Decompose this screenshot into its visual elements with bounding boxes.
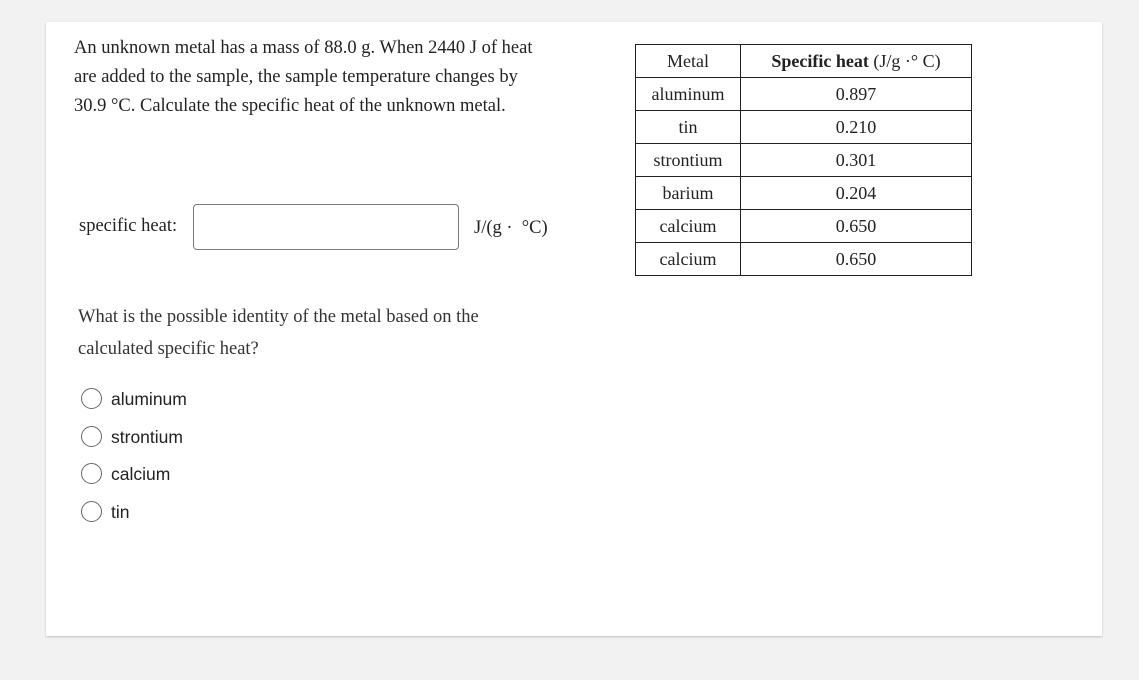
- option-label[interactable]: tin: [111, 501, 130, 522]
- question-text: An unknown metal has a mass of 88.0 g. When 2440 J of heat are added to the sample, the sample temperature changes by 30.9 °C. Calculate the specific heat of the unknown metal.: [74, 38, 533, 116]
- identity-question: What is the possible identity of the metal based on the calculated specific heat?: [78, 307, 479, 359]
- answer-row: [79, 204, 579, 252]
- metal-cell: calcium: [636, 210, 741, 243]
- metal-cell: calcium: [636, 243, 741, 276]
- specific-heat-unit: J/(g · °C): [474, 218, 548, 238]
- value-cell: 0.897: [741, 78, 972, 111]
- radio-button[interactable]: [81, 501, 102, 522]
- specific-heat-input[interactable]: [193, 204, 459, 250]
- radio-button[interactable]: [81, 388, 102, 409]
- metal-cell: strontium: [636, 144, 741, 177]
- value-cell: 0.650: [741, 243, 972, 276]
- option-label[interactable]: strontium: [111, 426, 183, 447]
- specific-heat-label: specific heat:: [79, 216, 178, 236]
- option-label[interactable]: calcium: [111, 464, 171, 484]
- table-row: [636, 177, 972, 210]
- table-row: [636, 144, 972, 177]
- value-cell: 0.301: [741, 144, 972, 177]
- value-cell: 0.204: [741, 177, 972, 210]
- option-label[interactable]: aluminum: [111, 389, 187, 409]
- table-row: [636, 243, 972, 276]
- table-header-metal: Metal: [636, 45, 741, 78]
- metal-cell: barium: [636, 177, 741, 210]
- table-row: [636, 78, 972, 111]
- table-header-specific-heat-label: Specific heat: [771, 50, 869, 71]
- table-header-specific-heat: [741, 45, 972, 78]
- value-cell: 0.650: [741, 210, 972, 243]
- metal-cell: tin: [636, 111, 741, 144]
- table-row: [636, 111, 972, 144]
- radio-button[interactable]: [81, 463, 102, 484]
- radio-button[interactable]: [81, 426, 102, 447]
- table-row: [636, 210, 972, 243]
- specific-heat-table: [635, 44, 972, 276]
- table-header-specific-heat-unit: (J/g ·° C): [873, 50, 941, 71]
- metal-cell: aluminum: [636, 78, 741, 111]
- value-cell: 0.210: [741, 111, 972, 144]
